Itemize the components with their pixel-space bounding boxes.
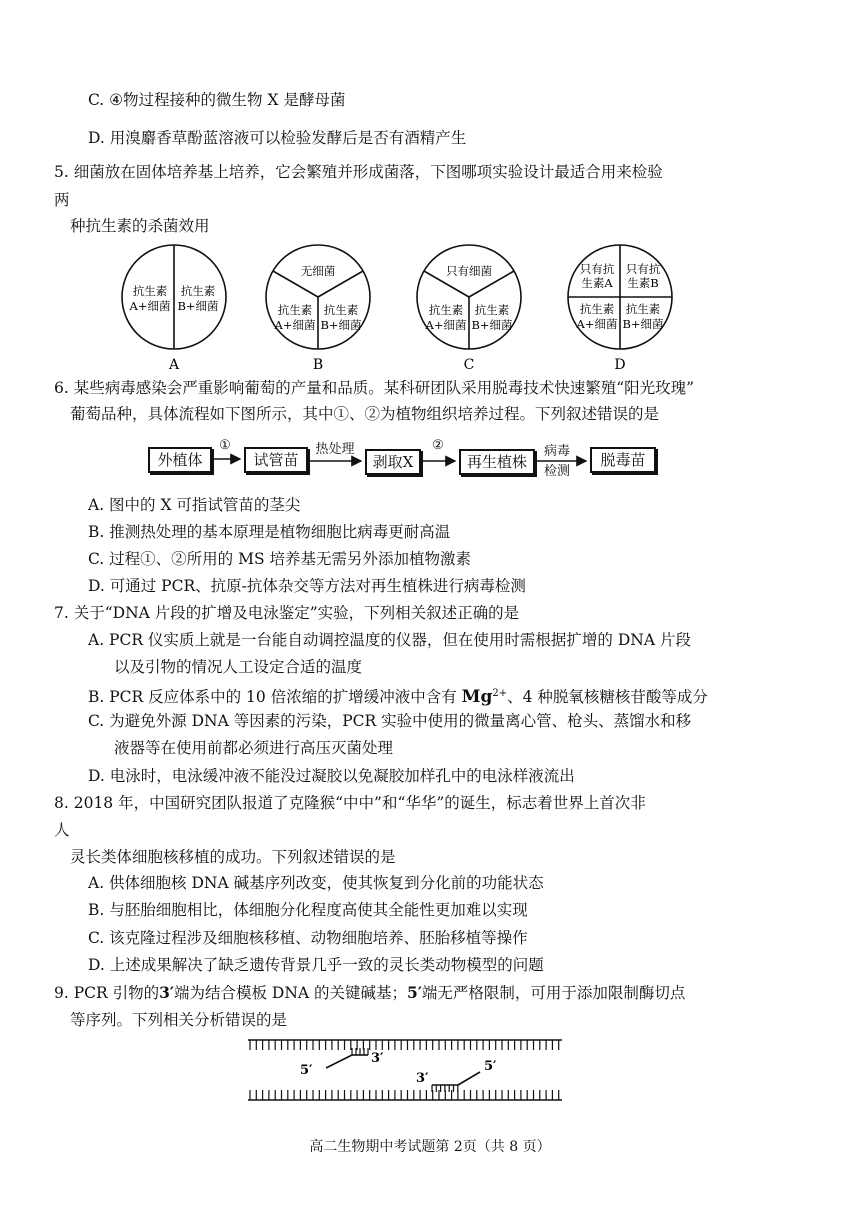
plate-b-top: 无细菌 (300, 264, 336, 278)
q6-option-b: B. 推测热处理的基本原理是植物细胞比病毒更耐高温 (88, 523, 451, 541)
plate-b-label: B (312, 357, 324, 373)
flow-box-strip-x: 剥取X (365, 449, 421, 475)
primer2-3prime: 3′ (416, 1071, 429, 1086)
plate-a-left-2: A+细菌 (129, 299, 171, 313)
q7-option-a-line2: 以及引物的情况人工设定合适的温度 (114, 658, 363, 676)
q7-stem: 7. 关于“DNA 片段的扩增及电泳鉴定”实验，下列相关叙述正确的是 (54, 604, 520, 622)
svg-text:抗生素: 抗生素 (277, 303, 313, 317)
q7-option-c-line1: C. 为避免外源 DNA 等因素的污染，PCR 实验中使用的微量离心管、枪头、蒸馏水和移 (88, 712, 692, 730)
q5-stem-line1: 5. 细菌放在固体培养基上培养，它会繁殖并形成菌落，下图哪项实验设计最适合用来检验 (54, 163, 663, 181)
svg-text:抗生素: 抗生素 (625, 302, 661, 316)
q6-option-a: A. 图中的 X 可指试管苗的茎尖 (88, 496, 301, 514)
plate-d-label: D (614, 357, 626, 373)
svg-text:生素B: 生素B (627, 276, 659, 290)
plate-a (122, 245, 226, 373)
q8-option-d: D. 上述成果解决了缺乏遗传背景几乎一致的灵长类动物模型的问题 (88, 956, 544, 974)
svg-text:抗生素: 抗生素 (579, 302, 615, 316)
q7-option-d: D. 电泳时，电泳缓冲液不能没过凝胶以免凝胶加样孔中的电泳样液流出 (88, 767, 575, 785)
svg-text:A+细菌: A+细菌 (576, 317, 618, 331)
q8-option-c: C. 该克隆过程涉及细胞核移植、动物细胞培养、胚胎移植等操作 (88, 929, 528, 947)
svg-text:A+细菌: A+细菌 (274, 318, 316, 332)
plate-b (266, 245, 370, 373)
svg-text:抗生素: 抗生素 (474, 303, 510, 317)
q8-stem-line1: 8. 2018 年，中国研究团队报道了克隆猴“中中”和“华华”的诞生，标志着世界上首次非 (54, 794, 646, 812)
plate-d (568, 245, 672, 373)
q7-option-a-line1: A. PCR 仪实质上就是一台能自动调控温度的仪器，但在使用时需根据扩增的 DNA 片段 (88, 631, 691, 649)
svg-text:抗生素: 抗生素 (428, 303, 464, 317)
svg-text:A+细菌: A+细菌 (425, 318, 467, 332)
svg-text:只有抗: 只有抗 (579, 262, 615, 276)
flow-box-regenerated-plant: 再生植株 (459, 449, 535, 475)
primer1-5prime: 5′ (300, 1063, 313, 1078)
q7-option-c-line2: 液器等在使用前都必须进行高压灭菌处理 (114, 739, 394, 757)
svg-text:抗生素: 抗生素 (323, 303, 359, 317)
q8-stem-line2: 人 (54, 821, 70, 839)
q5-stem-line3: 种抗生素的杀菌效用 (70, 217, 210, 235)
plate-c (417, 245, 521, 373)
q8-option-a: A. 供体细胞核 DNA 碱基序列改变，使其恢复到分化前的功能状态 (88, 874, 544, 892)
flow-box-explant: 外植体 (148, 447, 212, 473)
q9-primer-diagram (0, 1030, 860, 1110)
svg-text:生素A: 生素A (581, 276, 613, 290)
svg-text:只有抗: 只有抗 (625, 262, 661, 276)
plate-a-label: A (168, 357, 180, 373)
bottom-strand-ticks (250, 1090, 559, 1100)
plate-c-label: C (463, 357, 475, 373)
q6-stem-line2: 葡萄品种，具体流程如下图所示，其中①、②为植物组织培养过程。下列叙述错误的是 (70, 405, 660, 423)
plate-c-top: 只有细菌 (446, 264, 492, 278)
flow-box-virus-free: 脱毒苗 (590, 447, 656, 473)
q6-option-d: D. 可通过 PCR、抗原-抗体杂交等方法对再生植株进行病毒检测 (88, 577, 526, 595)
page-footer: 高二生物期中考试题第 2页（共 8 页） (309, 1139, 551, 1155)
q4-option-c: C. ④物过程接种的微生物 X 是酵母菌 (88, 91, 346, 109)
q8-stem-line3: 灵长类体细胞核移植的成功。下列叙述错误的是 (70, 848, 396, 866)
primer2-5prime: 5′ (484, 1059, 497, 1074)
flow-arrows (0, 440, 860, 480)
q9-stem-line1: 9. PCR 引物的3′端为结合模板 DNA 的关键碱基；5′端无严格限制，可用于添加限制酶切点 (54, 983, 686, 1002)
q5-stem-line2: 两 (54, 191, 70, 209)
svg-text:B+细菌: B+细菌 (471, 318, 513, 332)
plate-a-right-2: B+细菌 (177, 299, 219, 313)
flow-box-tube-plantlet: 试管苗 (244, 447, 308, 473)
q6-option-c: C. 过程①、②所用的 MS 培养基无需另外添加植物激素 (88, 550, 472, 568)
q6-stem-line1: 6. 某些病毒感染会严重影响葡萄的产量和品质。某科研团队采用脱毒技术快速繁殖“阳光玫瑰” (54, 379, 695, 397)
plate-a-left-1: 抗生素 (132, 284, 168, 298)
svg-text:B+细菌: B+细菌 (622, 317, 664, 331)
primer1-3prime: 3′ (371, 1051, 384, 1066)
q7-option-b: B. PCR 反应体系中的 10 倍浓缩的扩增缓冲液中含有 $Mg^{2+}$、4 种脱氧核糖核苷酸等成分 (88, 687, 708, 708)
q8-option-b: B. 与胚胎细胞相比，体细胞分化程度高使其全能性更加难以实现 (88, 901, 528, 919)
q9-stem-line2: 等序列。下列相关分析错误的是 (70, 1011, 288, 1029)
q5-petri-dish-figure (0, 240, 860, 375)
plate-a-right-1: 抗生素 (180, 284, 216, 298)
top-strand-ticks (250, 1040, 559, 1050)
q4-option-d: D. 用溴麝香草酚蓝溶液可以检验发酵后是否有酒精产生 (88, 129, 467, 147)
svg-text:B+细菌: B+细菌 (320, 318, 362, 332)
